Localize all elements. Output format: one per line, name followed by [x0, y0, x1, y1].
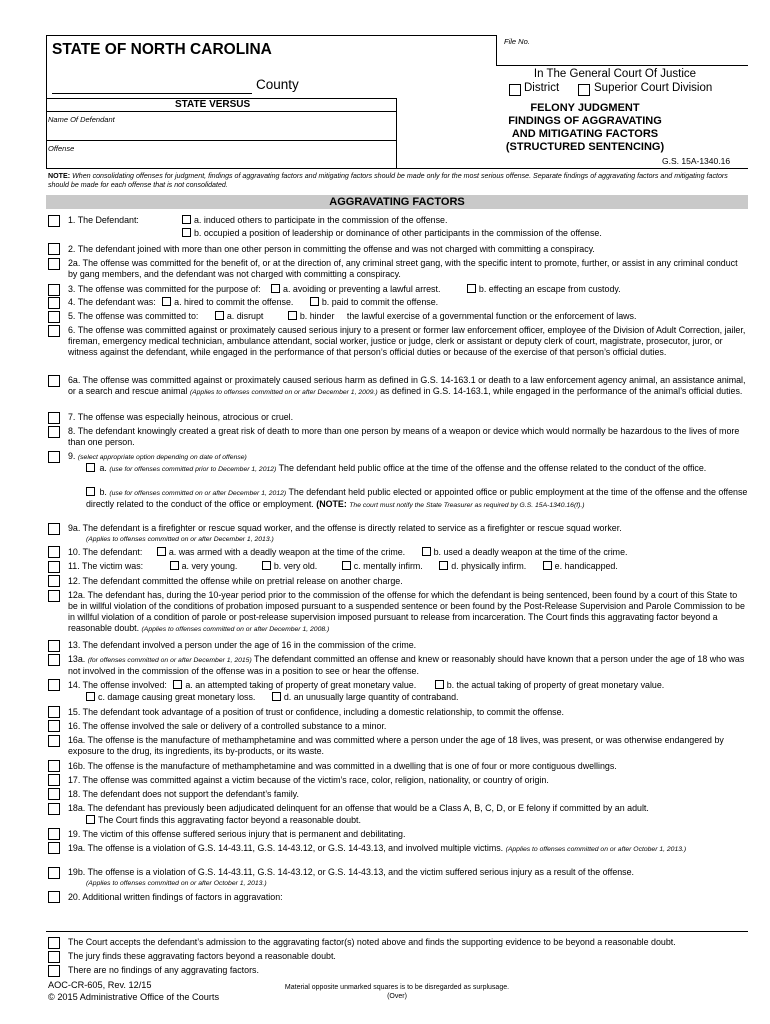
caption-bottom-rule — [46, 168, 748, 169]
factor-14d-text: d. an unusually large quantity of contraband. — [283, 692, 459, 702]
factor-20: 20. Additional written findings of factors in aggravation: — [68, 892, 283, 902]
factor-1a-text: a. induced others to participate in the commission of the offense. — [194, 215, 448, 225]
factor-9-checkbox[interactable] — [48, 451, 60, 463]
factor-5 — [68, 311, 748, 322]
factor-18a-sub-text: The Court finds this aggravating factor beyond a reasonable doubt. — [98, 815, 361, 825]
factor-19b-note: (Applies to offenses committed on or after October 1, 2013.) — [86, 880, 267, 887]
factor-15-checkbox[interactable] — [48, 706, 60, 718]
factor-9a-firefighter-note: (Applies to offenses committed on or after December 1, 2013.) — [86, 536, 274, 543]
factor-9b-note: (use for offenses committed on or after December 1, 2012) — [109, 490, 287, 497]
factor-4 — [68, 297, 748, 308]
factor-3b-text: b. effecting an escape from custody. — [478, 284, 621, 294]
factor-3-prefix: 3. The offense was committed for the purpose of: — [68, 284, 261, 294]
factor-14a-text: a. an attempted taking of property of great monetary value. — [185, 680, 417, 690]
note-text: When consolidating offenses for judgment, findings of aggravating factors and mitigating factors should be made only for the most serious offense. Separate findings of aggravating factors and mitigating factors should be made for each offense that is not consolidated. — [48, 172, 728, 190]
factor-13a — [68, 654, 748, 677]
defendant-name-label: Name Of Defendant — [48, 115, 115, 124]
title-line-4: (STRUCTURED SENTENCING) — [505, 141, 665, 153]
factor-11c-text: c. mentally infirm. — [353, 561, 423, 571]
factor-6a-text-2: as defined in G.S. 14-163.1, while engaged in the performance of the animal’s official duties. — [380, 386, 743, 396]
factor-14-prefix: 14. The offense involved: — [68, 680, 167, 690]
form-title — [470, 102, 700, 154]
factor-9b-note2-label: (NOTE: — [316, 499, 347, 509]
factor-19a-checkbox[interactable] — [48, 842, 60, 854]
surplusage-text: Material opposite unmarked squares is to be disregarded as surplusage. — [284, 984, 510, 991]
factor-1a-option — [182, 215, 447, 226]
district-checkbox[interactable] — [509, 84, 521, 96]
factor-4b-checkbox[interactable] — [310, 297, 319, 306]
title-line-2: FINDINGS OF AGGRAVATING — [508, 115, 662, 127]
factor-5b-checkbox[interactable] — [288, 311, 297, 320]
factor-4b-text: b. paid to commit the offense. — [321, 297, 439, 307]
factor-14-row2 — [86, 692, 748, 703]
factor-10a-checkbox[interactable] — [157, 547, 166, 556]
factor-11-checkbox[interactable] — [48, 561, 60, 573]
factor-4a-text: a. hired to commit the offense. — [174, 297, 294, 307]
factor-16a: 16a. The offense is the manufacture of methamphetamine and was committed where a person under the age of 18 lives, was present, or was otherwise endangered by exposure to the drug, its ingredients, its by-products, or its waste. — [68, 735, 724, 756]
factor-4a-checkbox[interactable] — [162, 297, 171, 306]
factor-14 — [68, 680, 748, 691]
factor-9a-checkbox[interactable] — [86, 463, 95, 472]
findings-rule — [46, 931, 748, 932]
title-line-3: AND MITIGATING FACTORS — [511, 128, 659, 140]
factor-11b-text: b. very old. — [273, 561, 318, 571]
factor-3-checkbox[interactable] — [48, 284, 60, 296]
factor-14d-checkbox[interactable] — [272, 692, 281, 701]
factor-16-checkbox[interactable] — [48, 720, 60, 732]
factor-8: 8. The defendant knowingly created a great risk of death to more than one person by means of a weapon or device which would normally be hazardous to the lives of more than one person. — [68, 426, 740, 447]
factor-7: 7. The offense was especially heinous, atrocious or cruel. — [68, 412, 294, 422]
statute-ref: G.S. 15A-1340.16 — [662, 156, 731, 166]
consolidation-note — [48, 172, 738, 191]
factor-3a-text: a. avoiding or preventing a lawful arrest. — [283, 284, 441, 294]
note-label: NOTE: — [48, 172, 71, 180]
factor-11e-checkbox[interactable] — [543, 561, 552, 570]
factor-9b-text: The defendant held public elected or appointed office or public employment at the time of the offense and the offense directly related to the conduct of the office or employment. — [86, 487, 748, 509]
finding-accept: The Court accepts the defendant’s admission to the aggravating factor(s) noted above and finds the supporting evidence to be beyond a reasonable doubt. — [68, 937, 676, 947]
factor-14a-checkbox[interactable] — [173, 680, 182, 689]
factor-19a-note: (Applies to offenses committed on or after October 1, 2013.) — [505, 846, 687, 853]
factor-10b-checkbox[interactable] — [422, 547, 431, 556]
factor-1-checkbox[interactable] — [48, 215, 60, 227]
factor-19-checkbox[interactable] — [48, 828, 60, 840]
offense-label: Offense — [48, 144, 75, 153]
factor-13: 13. The defendant involved a person under the age of 16 in the commission of the crime. — [68, 640, 417, 650]
form-footer — [48, 979, 219, 1003]
factor-12a — [68, 590, 748, 635]
factor-14c-checkbox[interactable] — [86, 692, 95, 701]
county-label: County — [256, 77, 299, 92]
left-border — [46, 35, 47, 168]
factor-11a-text: a. very young. — [181, 561, 238, 571]
factor-9-number: 9. — [68, 451, 76, 461]
factor-11d-checkbox[interactable] — [439, 561, 448, 570]
factor-7-checkbox[interactable] — [48, 412, 60, 424]
factor-9a-text: The defendant held public office at the time of the offense and the offense related to the conduct of the office. — [278, 463, 707, 473]
factor-6a — [68, 375, 748, 398]
factor-10-checkbox[interactable] — [48, 546, 60, 558]
factor-1b-option — [182, 228, 602, 239]
factor-9b-note2: The court must notify the State Treasurer as required by G.S. 15A-1340.16(f).) — [349, 502, 585, 509]
factor-18a: 18a. The defendant has previously been adjudicated delinquent for an offense that would be a Class A, B, C, D, or E felony if committed by an adult. — [68, 803, 649, 813]
factor-19a — [68, 843, 748, 855]
factor-5b-text: b. hinder — [299, 311, 335, 321]
factor-11c-checkbox[interactable] — [342, 561, 351, 570]
factor-8-checkbox[interactable] — [48, 426, 60, 438]
factor-1b-checkbox[interactable] — [182, 228, 191, 237]
factor-18-checkbox[interactable] — [48, 788, 60, 800]
factor-9 — [68, 451, 748, 463]
factor-19a-text: 19a. The offense is a violation of G.S. 14-43.11, G.S. 14-43.12, or G.S. 14-43.13, and involved multiple victims. — [68, 843, 504, 853]
factor-3 — [68, 284, 748, 295]
factor-6a-note: (Applies to offenses committed on or after December 1, 2009.) — [189, 389, 378, 396]
factor-11-prefix: 11. The victim was: — [68, 561, 144, 571]
factor-16b: 16b. The offense is the manufacture of methamphetamine and was committed in a dwelling that is one of four or more contiguous dwellings. — [68, 761, 617, 771]
factor-13a-note: (for offenses committed on or after December 1, 2015) — [87, 657, 252, 664]
surplusage-note — [272, 984, 522, 1001]
factor-1a-checkbox[interactable] — [182, 215, 191, 224]
factor-9a-office — [86, 463, 748, 475]
factor-9a-prefix: a. — [99, 463, 107, 473]
factor-4-prefix: 4. The defendant was: — [68, 297, 156, 307]
factor-20-checkbox[interactable] — [48, 891, 60, 903]
factor-14c-text: c. damage causing great monetary loss. — [98, 692, 256, 702]
state-name: STATE OF NORTH CAROLINA — [52, 41, 272, 58]
title-line-1: FELONY JUDGMENT — [530, 102, 640, 114]
factor-9a-firefighter — [68, 523, 748, 545]
factor-19b-text: 19b. The offense is a violation of G.S. 14-43.11, G.S. 14-43.12, or G.S. 14-43.13, and the victim suffered serious injury as a result of the offense. — [68, 867, 635, 877]
finding-jury-checkbox[interactable] — [48, 951, 60, 963]
factor-18a-checkbox[interactable] — [48, 803, 60, 815]
factor-1a — [68, 215, 748, 226]
factor-5-checkbox[interactable] — [48, 311, 60, 323]
defendant-rule — [46, 111, 396, 112]
factor-9a-firefighter-checkbox[interactable] — [48, 523, 60, 535]
factor-6: 6. The offense was committed against or proximately caused serious injury to a present or former law enforcement officer, employee of the Division of Adult Correction, jailer, fireman, emergency medical technician, ambulance attendant, social worker, justice or judge, clerk or assistant or deputy clerk of court, magistrate, prosecutor, juror, or witness against the defendant, while engaged in the performance of that person’s official duties or because of the exercise of that person’s official duties. — [68, 325, 746, 357]
factor-16b-checkbox[interactable] — [48, 760, 60, 772]
factor-17-checkbox[interactable] — [48, 774, 60, 786]
factor-5-prefix: 5. The offense was committed to: — [68, 311, 199, 321]
factor-19b-checkbox[interactable] — [48, 867, 60, 879]
factor-14b-checkbox[interactable] — [435, 680, 444, 689]
factor-5a-checkbox[interactable] — [215, 311, 224, 320]
factor-17: 17. The offense was committed against a victim because of the victim’s race, color, religion, nationality, or country of origin. — [68, 775, 549, 785]
factor-19b — [68, 867, 748, 889]
factor-10b-text: b. used a deadly weapon at the time of the crime. — [433, 547, 628, 557]
factor-13a-text: The defendant committed an offense and knew or reasonably should have known that a person under the age of 18 who was not involved in the commission of the offense was in a position to see or hear the offense. — [68, 654, 745, 676]
factor-12a-checkbox[interactable] — [48, 590, 60, 602]
top-rule — [46, 35, 496, 36]
factor-11b-checkbox[interactable] — [262, 561, 271, 570]
factor-5-suffix: the lawful exercise of a governmental function or the enforcement of laws. — [346, 311, 637, 321]
factor-6-checkbox[interactable] — [48, 325, 60, 337]
factor-12-checkbox[interactable] — [48, 575, 60, 587]
factor-12a-note: (Applies to offenses committed on or after December 1, 2008.) — [141, 626, 330, 633]
factor-10-prefix: 10. The defendant: — [68, 547, 143, 557]
finding-none-checkbox[interactable] — [48, 965, 60, 977]
factor-9a-firefighter-text: 9a. The defendant is a firefighter or rescue squad worker, and the offense is directly related to service as a firefighter or rescue squad worker. — [68, 523, 622, 533]
header-divider — [496, 35, 497, 65]
factor-15: 15. The defendant took advantage of a position of trust or confidence, including a domestic relationship, to commit the offense. — [68, 707, 564, 717]
file-no-label: File No. — [504, 37, 530, 46]
factor-13-checkbox[interactable] — [48, 640, 60, 652]
finding-jury: The jury finds these aggravating factors beyond a reasonable doubt. — [68, 951, 336, 961]
factor-12: 12. The defendant committed the offense while on pretrial release on another charge. — [68, 576, 403, 586]
offense-rule — [46, 140, 396, 141]
court-heading: In The General Court Of Justice — [533, 68, 697, 80]
factor-2a: 2a. The offense was committed for the benefit of, or at the direction of, any criminal street gang, with the specific intent to promote, further, or assist in any criminal conduct by gang members, and the defendant was not charged with committing a conspiracy. — [68, 258, 738, 279]
factor-10a-text: a. was armed with a deadly weapon at the time of the crime. — [168, 547, 406, 557]
factor-1-prefix: 1. The Defendant: — [68, 215, 139, 225]
factor-3b-checkbox[interactable] — [467, 284, 476, 293]
superior-label: Superior Court Division — [594, 82, 713, 94]
form-number: AOC-CR-605, Rev. 12/15 — [48, 980, 152, 990]
factor-14-checkbox[interactable] — [48, 679, 60, 691]
factor-9b-office — [86, 487, 748, 511]
factor-11a-checkbox[interactable] — [170, 561, 179, 570]
factor-16: 16. The offense involved the sale or delivery of a controlled substance to a minor. — [68, 721, 387, 731]
factor-2-checkbox[interactable] — [48, 243, 60, 255]
factor-9-note: (select appropriate option depending on date of offense) — [77, 454, 247, 461]
factor-11e-text: e. handicapped. — [554, 561, 618, 571]
factor-9b-checkbox[interactable] — [86, 487, 95, 496]
factor-6a-text-1: 6a. The offense was committed against or proximately caused serious harm as defined in G.S. 14-163.1 or death to a law enforcement agency animal, an assistance animal, or a search and rescue animal — [68, 375, 746, 396]
factor-10 — [68, 547, 748, 558]
finding-accept-checkbox[interactable] — [48, 937, 60, 949]
factor-3a-checkbox[interactable] — [271, 284, 280, 293]
factor-11d-text: d. physically infirm. — [451, 561, 527, 571]
factor-18: 18. The defendant does not support the defendant’s family. — [68, 789, 299, 799]
factor-19: 19. The victim of this offense suffered serious injury that is permanent and debilitating. — [68, 829, 406, 839]
factor-13a-prefix: 13a. — [68, 654, 86, 664]
factor-1b-text: b. occupied a position of leadership or dominance of other participants in the commission of the offense. — [194, 228, 602, 238]
factor-14b-text: b. the actual taking of property of great monetary value. — [446, 680, 665, 690]
state-versus: STATE VERSUS — [175, 99, 251, 110]
factor-2: 2. The defendant joined with more than one other person in committing the offense and was not charged with committing a conspiracy. — [68, 244, 595, 254]
copyright: © 2015 Administrative Office of the Courts — [48, 992, 220, 1002]
factor-18a-sub-checkbox[interactable] — [86, 815, 95, 824]
fileno-rule — [496, 65, 748, 66]
over-label: (Over) — [387, 992, 407, 1000]
district-label: District — [524, 82, 560, 94]
factor-6a-checkbox[interactable] — [48, 375, 60, 387]
factor-12a-text: 12a. The defendant has, during the 10-year period prior to the commission of the offense for which the defendant is being sentenced, been found by a court of this State to be in willful violation of the conditions of probation imposed pursuant to a suspended sentence or been found by the Post-Release Supervision and Parole Commission to be in willful violation of a condition of parole or post-release supervision imposed pursuant to release from incarceration. The Court finds this aggravating factor beyond a reasonable doubt. — [68, 590, 745, 633]
factor-13a-checkbox[interactable] — [48, 654, 60, 666]
factor-9a-note: (use for offenses committed prior to December 1, 2012) — [109, 466, 277, 473]
superior-checkbox[interactable] — [578, 84, 590, 96]
county-underline — [52, 93, 252, 94]
factor-18a-sub — [86, 815, 748, 826]
caption-divider — [396, 98, 397, 168]
factor-5a-text: a. disrupt — [226, 311, 264, 321]
factor-2a-checkbox[interactable] — [48, 258, 60, 270]
section-title: AGGRAVATING FACTORS — [46, 195, 748, 209]
finding-none: There are no findings of any aggravating factors. — [68, 965, 259, 975]
factor-9b-prefix: b. — [99, 487, 107, 497]
factor-16a-checkbox[interactable] — [48, 735, 60, 747]
factor-11 — [68, 561, 748, 572]
factor-4-checkbox[interactable] — [48, 297, 60, 309]
